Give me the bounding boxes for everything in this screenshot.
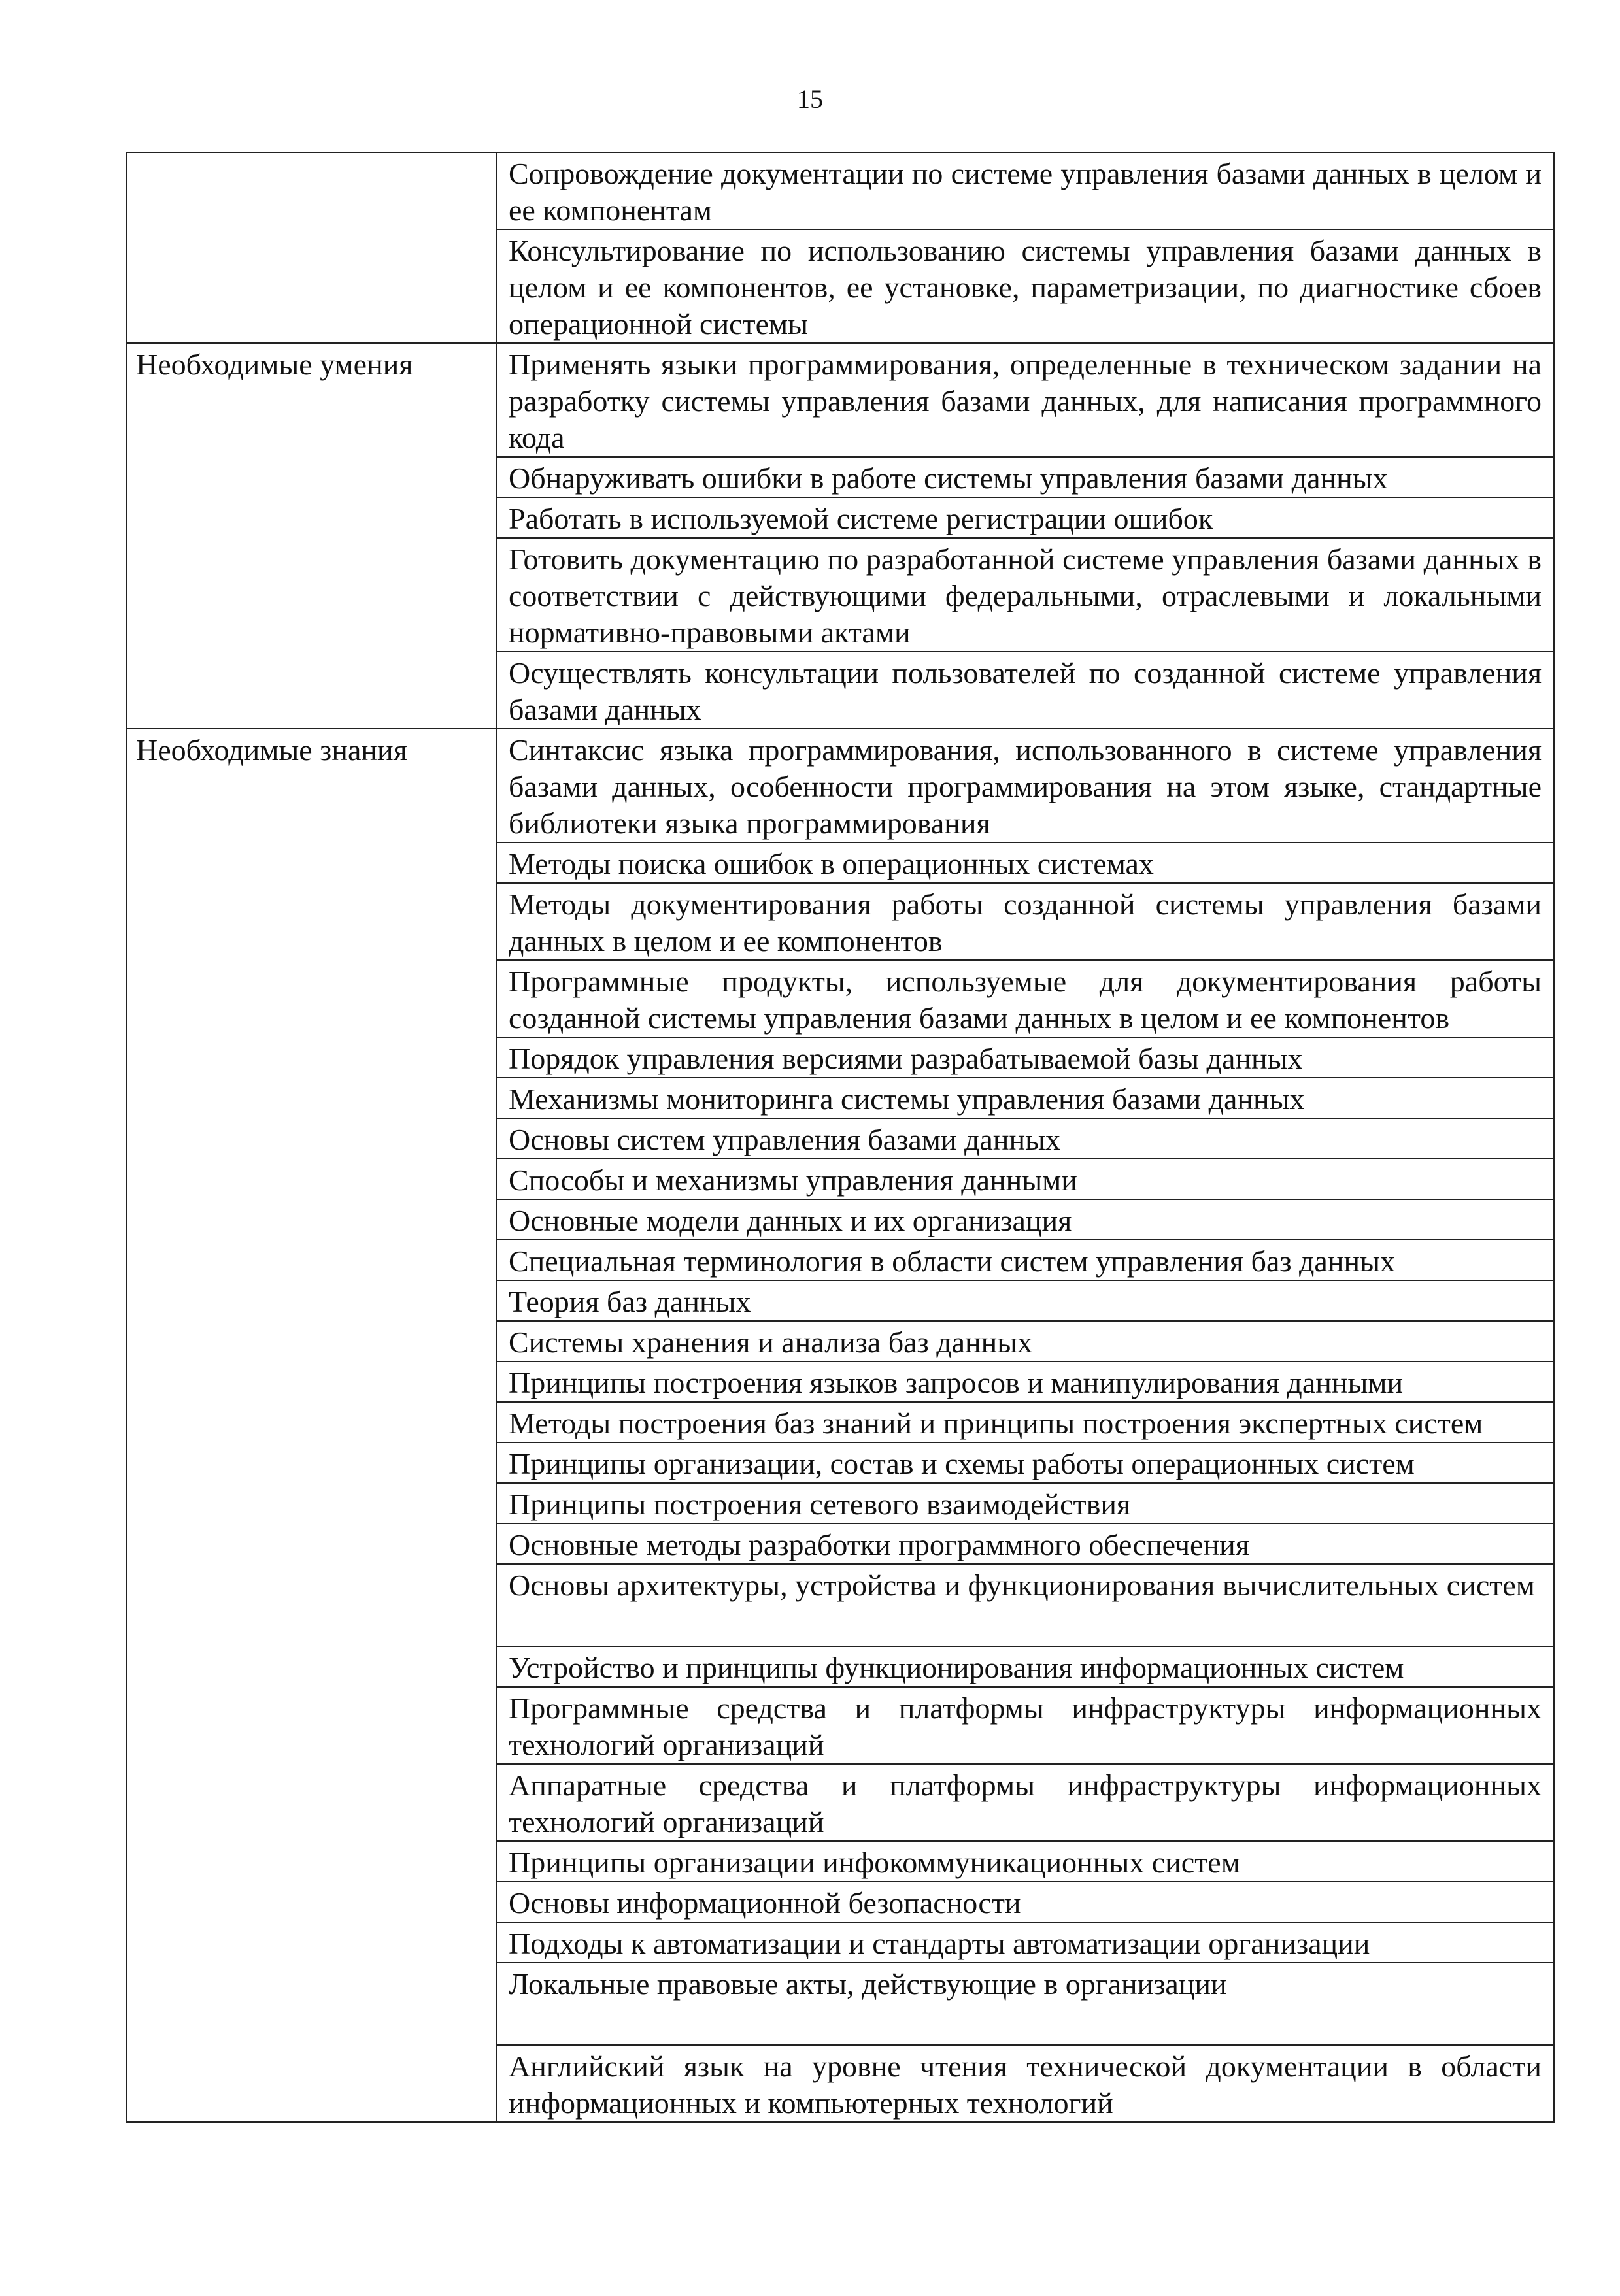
table-cell: Системы хранения и анализа баз данных xyxy=(496,1321,1554,1361)
table-cell: Аппаратные средства и платформы инфраструктуры информационных технологий организаций xyxy=(496,1764,1554,1841)
table-cell: Теория баз данных xyxy=(496,1280,1554,1321)
table-cell: Порядок управления версиями разрабатываемой базы данных xyxy=(496,1037,1554,1078)
table-cell: Подходы к автоматизации и стандарты автоматизации организации xyxy=(496,1922,1554,1963)
table-row xyxy=(126,343,1554,457)
table-cell: Работать в используемой системе регистрации ошибок xyxy=(496,497,1554,538)
skills-label: Необходимые умения xyxy=(126,343,496,729)
table-cell: Способы и механизмы управления данными xyxy=(496,1159,1554,1199)
table-cell: Программные продукты, используемые для документирования работы созданной системы управления базами данных в целом и ее компонентов xyxy=(496,960,1554,1037)
table-cell: Локальные правовые акты, действующие в организации xyxy=(496,1963,1554,2045)
table-cell: Готовить документацию по разработанной системе управления базами данных в соответствии с действующими федеральными, отраслевыми и локальными нормативно-правовыми актами xyxy=(496,538,1554,652)
table-cell: Сопровождение документации по системе управления базами данных в целом и ее компонентам xyxy=(496,152,1554,229)
table-cell: Механизмы мониторинга системы управления базами данных xyxy=(496,1078,1554,1118)
table-cell: Принципы организации, состав и схемы работы операционных систем xyxy=(496,1442,1554,1483)
table-cell: Осуществлять консультации пользователей по созданной системе управления базами данных xyxy=(496,652,1554,729)
table-cell: Принципы построения сетевого взаимодействия xyxy=(496,1483,1554,1523)
table-cell: Принципы построения языков запросов и манипулирования данными xyxy=(496,1361,1554,1402)
table-cell: Консультирование по использованию системы управления базами данных в целом и ее компонентов, ее установке, параметризации, по диагностике сбоев операционной системы xyxy=(496,229,1554,343)
table-cell: Основные модели данных и их организация xyxy=(496,1199,1554,1240)
table-cell: Основы систем управления базами данных xyxy=(496,1118,1554,1159)
table-cell: Методы документирования работы созданной системы управления базами данных в целом и ее компонентов xyxy=(496,883,1554,960)
table-cell: Методы поиска ошибок в операционных системах xyxy=(496,842,1554,883)
table-cell: Английский язык на уровне чтения технической документации в области информационных и компьютерных технологий xyxy=(496,2045,1554,2122)
table-cell: Устройство и принципы функционирования информационных систем xyxy=(496,1646,1554,1687)
table-row xyxy=(126,152,1554,229)
table-cell: Основы архитектуры, устройства и функционирования вычислительных систем xyxy=(496,1564,1554,1646)
empty-label-cell xyxy=(126,152,496,343)
table-cell: Основы информационной безопасности xyxy=(496,1882,1554,1922)
table-row xyxy=(126,729,1554,842)
knowledge-label: Необходимые знания xyxy=(126,729,496,2122)
competency-table xyxy=(126,152,1555,2123)
table-cell: Методы построения баз знаний и принципы построения экспертных систем xyxy=(496,1402,1554,1442)
table-cell: Обнаруживать ошибки в работе системы управления базами данных xyxy=(496,457,1554,497)
table-cell: Применять языки программирования, определенные в техническом задании на разработку системы управления базами данных, для написания программного кода xyxy=(496,343,1554,457)
table-cell: Основные методы разработки программного обеспечения xyxy=(496,1523,1554,1564)
table-cell: Программные средства и платформы инфраструктуры информационных технологий организаций xyxy=(496,1687,1554,1764)
page-number: 15 xyxy=(797,84,823,114)
table-cell: Принципы организации инфокоммуникационных систем xyxy=(496,1841,1554,1882)
table-cell: Специальная терминология в области систем управления баз данных xyxy=(496,1240,1554,1280)
table-cell: Синтаксис языка программирования, использованного в системе управления базами данных, особенности программирования на этом языке, стандартные библиотеки языка программирования xyxy=(496,729,1554,842)
